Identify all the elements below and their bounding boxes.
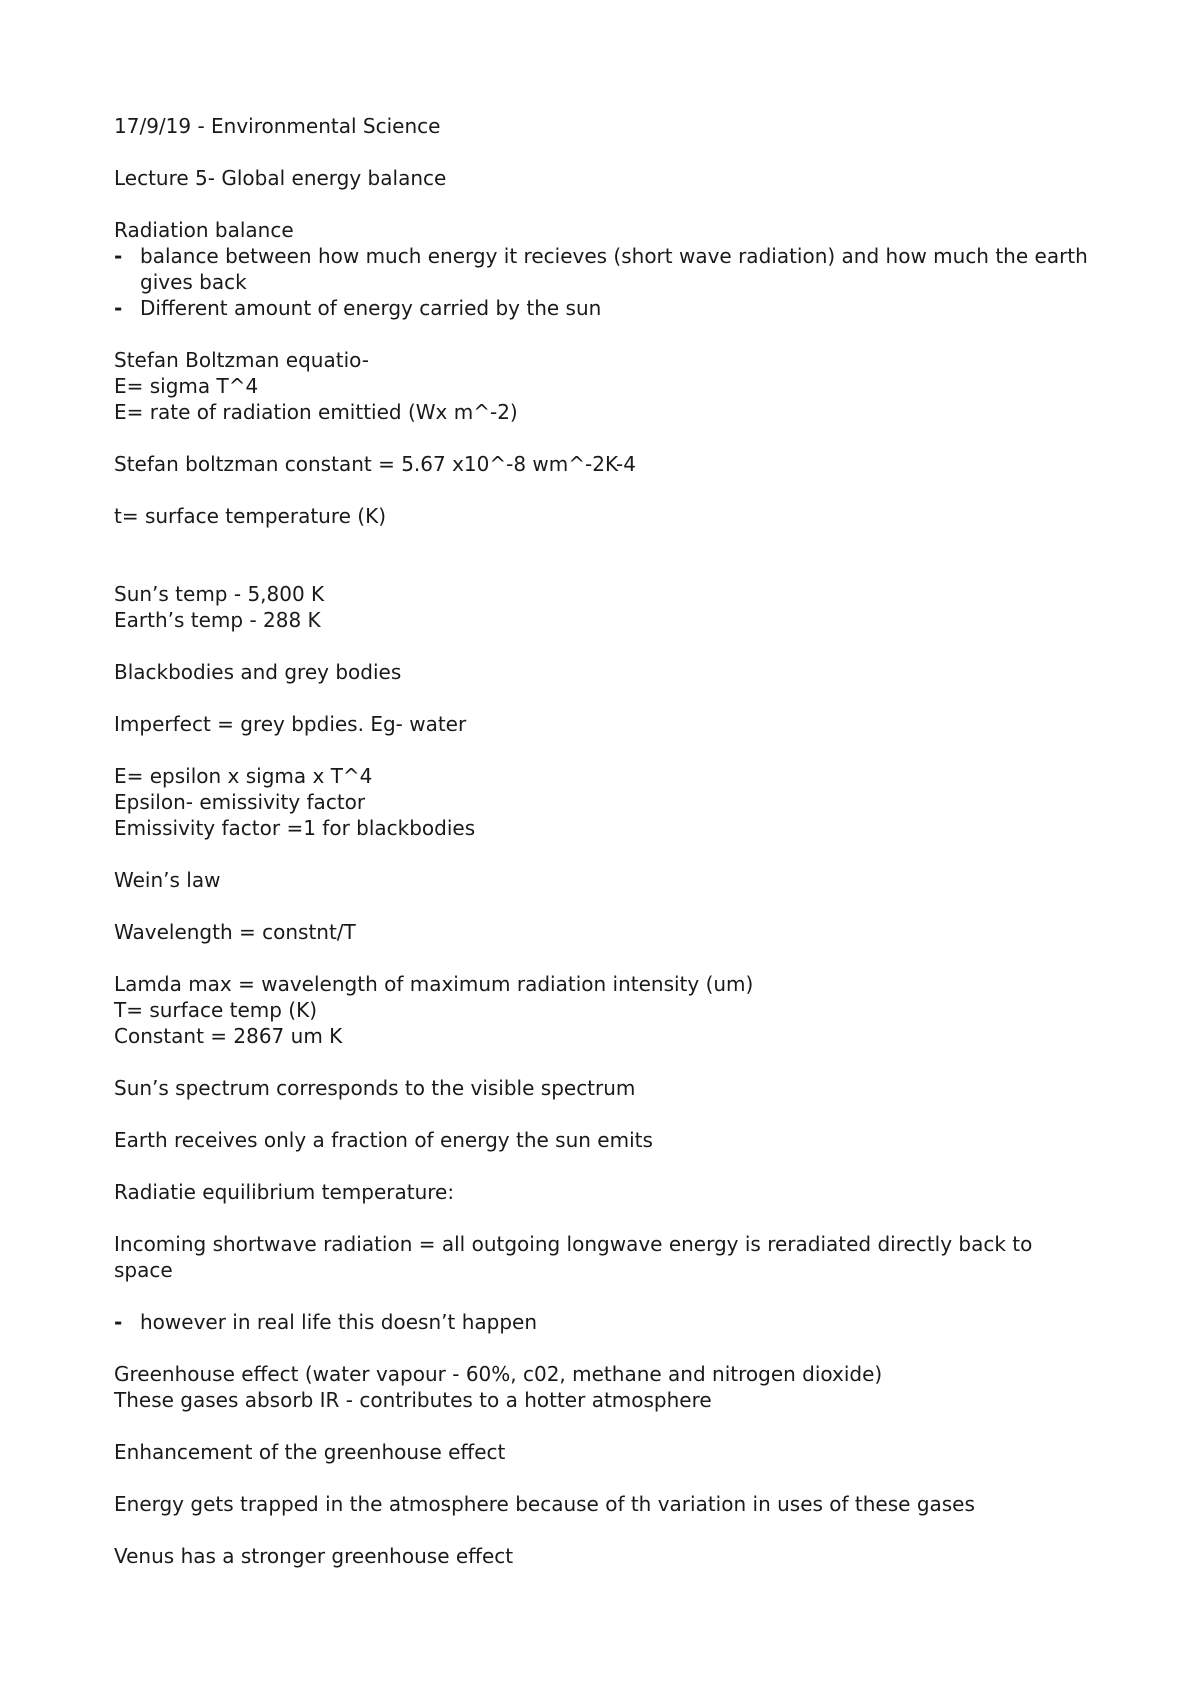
wein-heading: Wein’s law [114, 868, 221, 892]
epsilon-definition: Epsilon- emissivity factor [114, 790, 366, 814]
venus-greenhouse: Venus has a stronger greenhouse effect [114, 1544, 514, 1568]
stefan-equation: E= sigma T^4 [114, 374, 259, 398]
bullet-text: Different amount of energy carried by the sun [140, 296, 602, 320]
equilibrium-heading: Radiatie equilibrium temperature: [114, 1180, 455, 1204]
lamda-definition: Lamda max = wavelength of maximum radiation intensity (um) [114, 972, 754, 996]
gases-absorb-ir: These gases absorb IR - contributes to a hotter atmosphere [114, 1388, 712, 1412]
greenhouse-effect: Greenhouse effect (water vapour - 60%, c02, methane and nitrogen dioxide) [114, 1362, 883, 1386]
stefan-heading: Stefan Boltzman equatio- [114, 348, 369, 372]
energy-trapped: Energy gets trapped in the atmosphere because of th variation in uses of these gases [114, 1492, 975, 1516]
t-definition: t= surface temperature (K) [114, 504, 387, 528]
wein-constant: Constant = 2867 um K [114, 1024, 343, 1048]
bullet-dash: - [114, 1310, 123, 1334]
greenhouse-enhancement: Enhancement of the greenhouse effect [114, 1440, 506, 1464]
document-date-header: 17/9/19 - Environmental Science [114, 114, 441, 138]
radiation-balance-bullet-2 [114, 295, 1094, 321]
bullet-dash: - [114, 296, 123, 320]
incoming-radiation: Incoming shortwave radiation = all outgoing longwave energy is reradiated directly back to space [114, 1232, 1033, 1282]
grey-body-equation: E= epsilon x sigma x T^4 [114, 764, 373, 788]
lecture-title: Lecture 5- Global energy balance [114, 166, 447, 190]
bullet-text: balance between how much energy it recieves (short wave radiation) and how much the earth gives back [140, 244, 1088, 294]
stefan-e-definition: E= rate of radiation emittied (Wx m^-2) [114, 400, 518, 424]
radiation-balance-heading: Radiation balance [114, 218, 294, 242]
wein-t-definition: T= surface temp (K) [114, 998, 318, 1022]
earth-temp: Earth’s temp - 288 K [114, 608, 321, 632]
emissivity-factor: Emissivity factor =1 for blackbodies [114, 816, 476, 840]
document-body [114, 113, 1094, 1569]
imperfect-bodies: Imperfect = grey bpdies. Eg- water [114, 712, 467, 736]
wein-equation: Wavelength = constnt/T [114, 920, 356, 944]
bullet-text: however in real life this doesn’t happen [140, 1310, 538, 1334]
radiation-balance-bullet-1 [114, 243, 1094, 295]
bullet-dash: - [114, 244, 123, 268]
sun-temp: Sun’s temp - 5,800 K [114, 582, 325, 606]
real-life-bullet [114, 1309, 1094, 1335]
earth-fraction: Earth receives only a fraction of energy the sun emits [114, 1128, 653, 1152]
bodies-heading: Blackbodies and grey bodies [114, 660, 402, 684]
sun-spectrum: Sun’s spectrum corresponds to the visible spectrum [114, 1076, 636, 1100]
stefan-constant: Stefan boltzman constant = 5.67 x10^-8 wm^-2K-4 [114, 452, 636, 476]
